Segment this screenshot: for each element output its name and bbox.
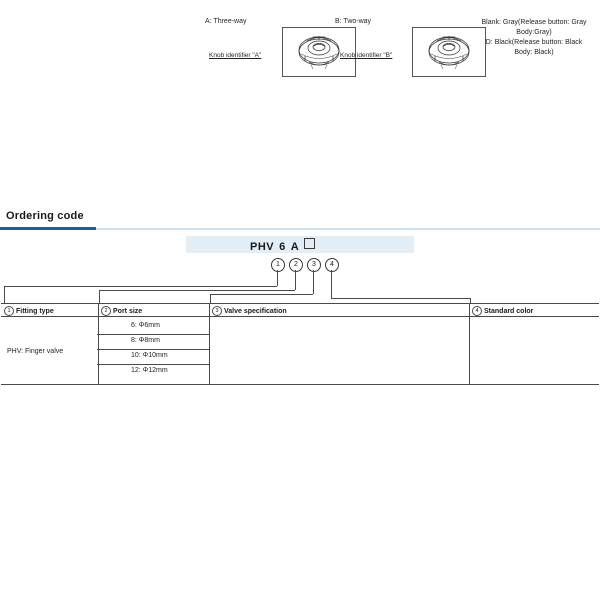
marker-4: 4 xyxy=(325,258,339,272)
column-2-divider-0 xyxy=(97,334,209,335)
leader-3-horizontal xyxy=(210,294,313,295)
code-part-1: PHV xyxy=(250,241,275,253)
leader-3-vertical-end xyxy=(210,294,211,303)
column-3-header-label: Valve specification xyxy=(224,308,287,315)
standard-color-list xyxy=(470,18,598,58)
title-accent-rule xyxy=(0,227,96,230)
leader-2-vertical-down xyxy=(295,270,296,290)
column-2-header-rule xyxy=(98,316,209,317)
marker-3: 3 xyxy=(307,258,321,272)
leader-2-vertical-end xyxy=(99,290,100,303)
ordering-code-string xyxy=(250,238,320,253)
column-2-header xyxy=(101,306,142,316)
column-3-number: 3 xyxy=(212,306,222,316)
color-row-1: Body:Gray) xyxy=(516,29,552,36)
leader-1-vertical-end xyxy=(4,286,5,303)
marker-2: 2 xyxy=(289,258,303,272)
leader-1-horizontal xyxy=(4,286,277,287)
column-4-number: 4 xyxy=(472,306,482,316)
section-title-block xyxy=(0,210,600,232)
column-2-row-3: 12: Φ12mm xyxy=(131,367,168,374)
column-1-header-label: Fitting type xyxy=(16,308,54,315)
column-2-divider-2 xyxy=(97,364,209,365)
ordering-code-table xyxy=(1,303,599,385)
column-2-number: 2 xyxy=(101,306,111,316)
column-1-number: 1 xyxy=(4,306,14,316)
code-empty-box-icon xyxy=(304,238,315,249)
column-1-header-rule xyxy=(1,316,98,317)
color-row-0: Blank: Gray(Release button: Gray xyxy=(481,19,587,26)
column-3-header-rule xyxy=(209,316,469,317)
column-4-header xyxy=(472,306,533,316)
column-1-header xyxy=(4,306,54,316)
title-light-rule xyxy=(96,228,600,230)
column-2-divider-1 xyxy=(97,349,209,350)
marker-1: 1 xyxy=(271,258,285,272)
column-2-header-label: Port size xyxy=(113,308,143,315)
column-4-header-rule xyxy=(469,316,599,317)
leader-1-vertical-down xyxy=(277,270,278,286)
color-row-2: D: Black(Release button: Black xyxy=(485,39,583,46)
code-part-3: A xyxy=(290,241,300,253)
color-row-3: Body: Black) xyxy=(514,49,554,56)
column-2-row-1: 8: Φ8mm xyxy=(131,337,160,344)
leader-2-horizontal xyxy=(99,290,295,291)
code-part-2: 6 xyxy=(279,241,286,253)
leader-3-vertical-down xyxy=(313,270,314,294)
leader-4-horizontal xyxy=(331,298,470,299)
column-3-header xyxy=(212,306,287,316)
column-4-header-label: Standard color xyxy=(484,308,534,315)
leader-4-vertical-down xyxy=(331,270,332,298)
knob-caption-b: Knob identifier "B" xyxy=(340,52,393,59)
page-title: Ordering code xyxy=(6,210,84,222)
column-2-row-2: 10: Φ10mm xyxy=(131,352,168,359)
knob-caption-a: Knob identifier "A" xyxy=(209,52,262,59)
valve-option-b-label: B: Two-way xyxy=(335,18,372,25)
valve-option-a-label: A: Three-way xyxy=(205,18,247,25)
column-1-row-0: PHV: Finger valve xyxy=(7,348,64,355)
column-2-row-0: 6: Φ6mm xyxy=(131,322,160,329)
